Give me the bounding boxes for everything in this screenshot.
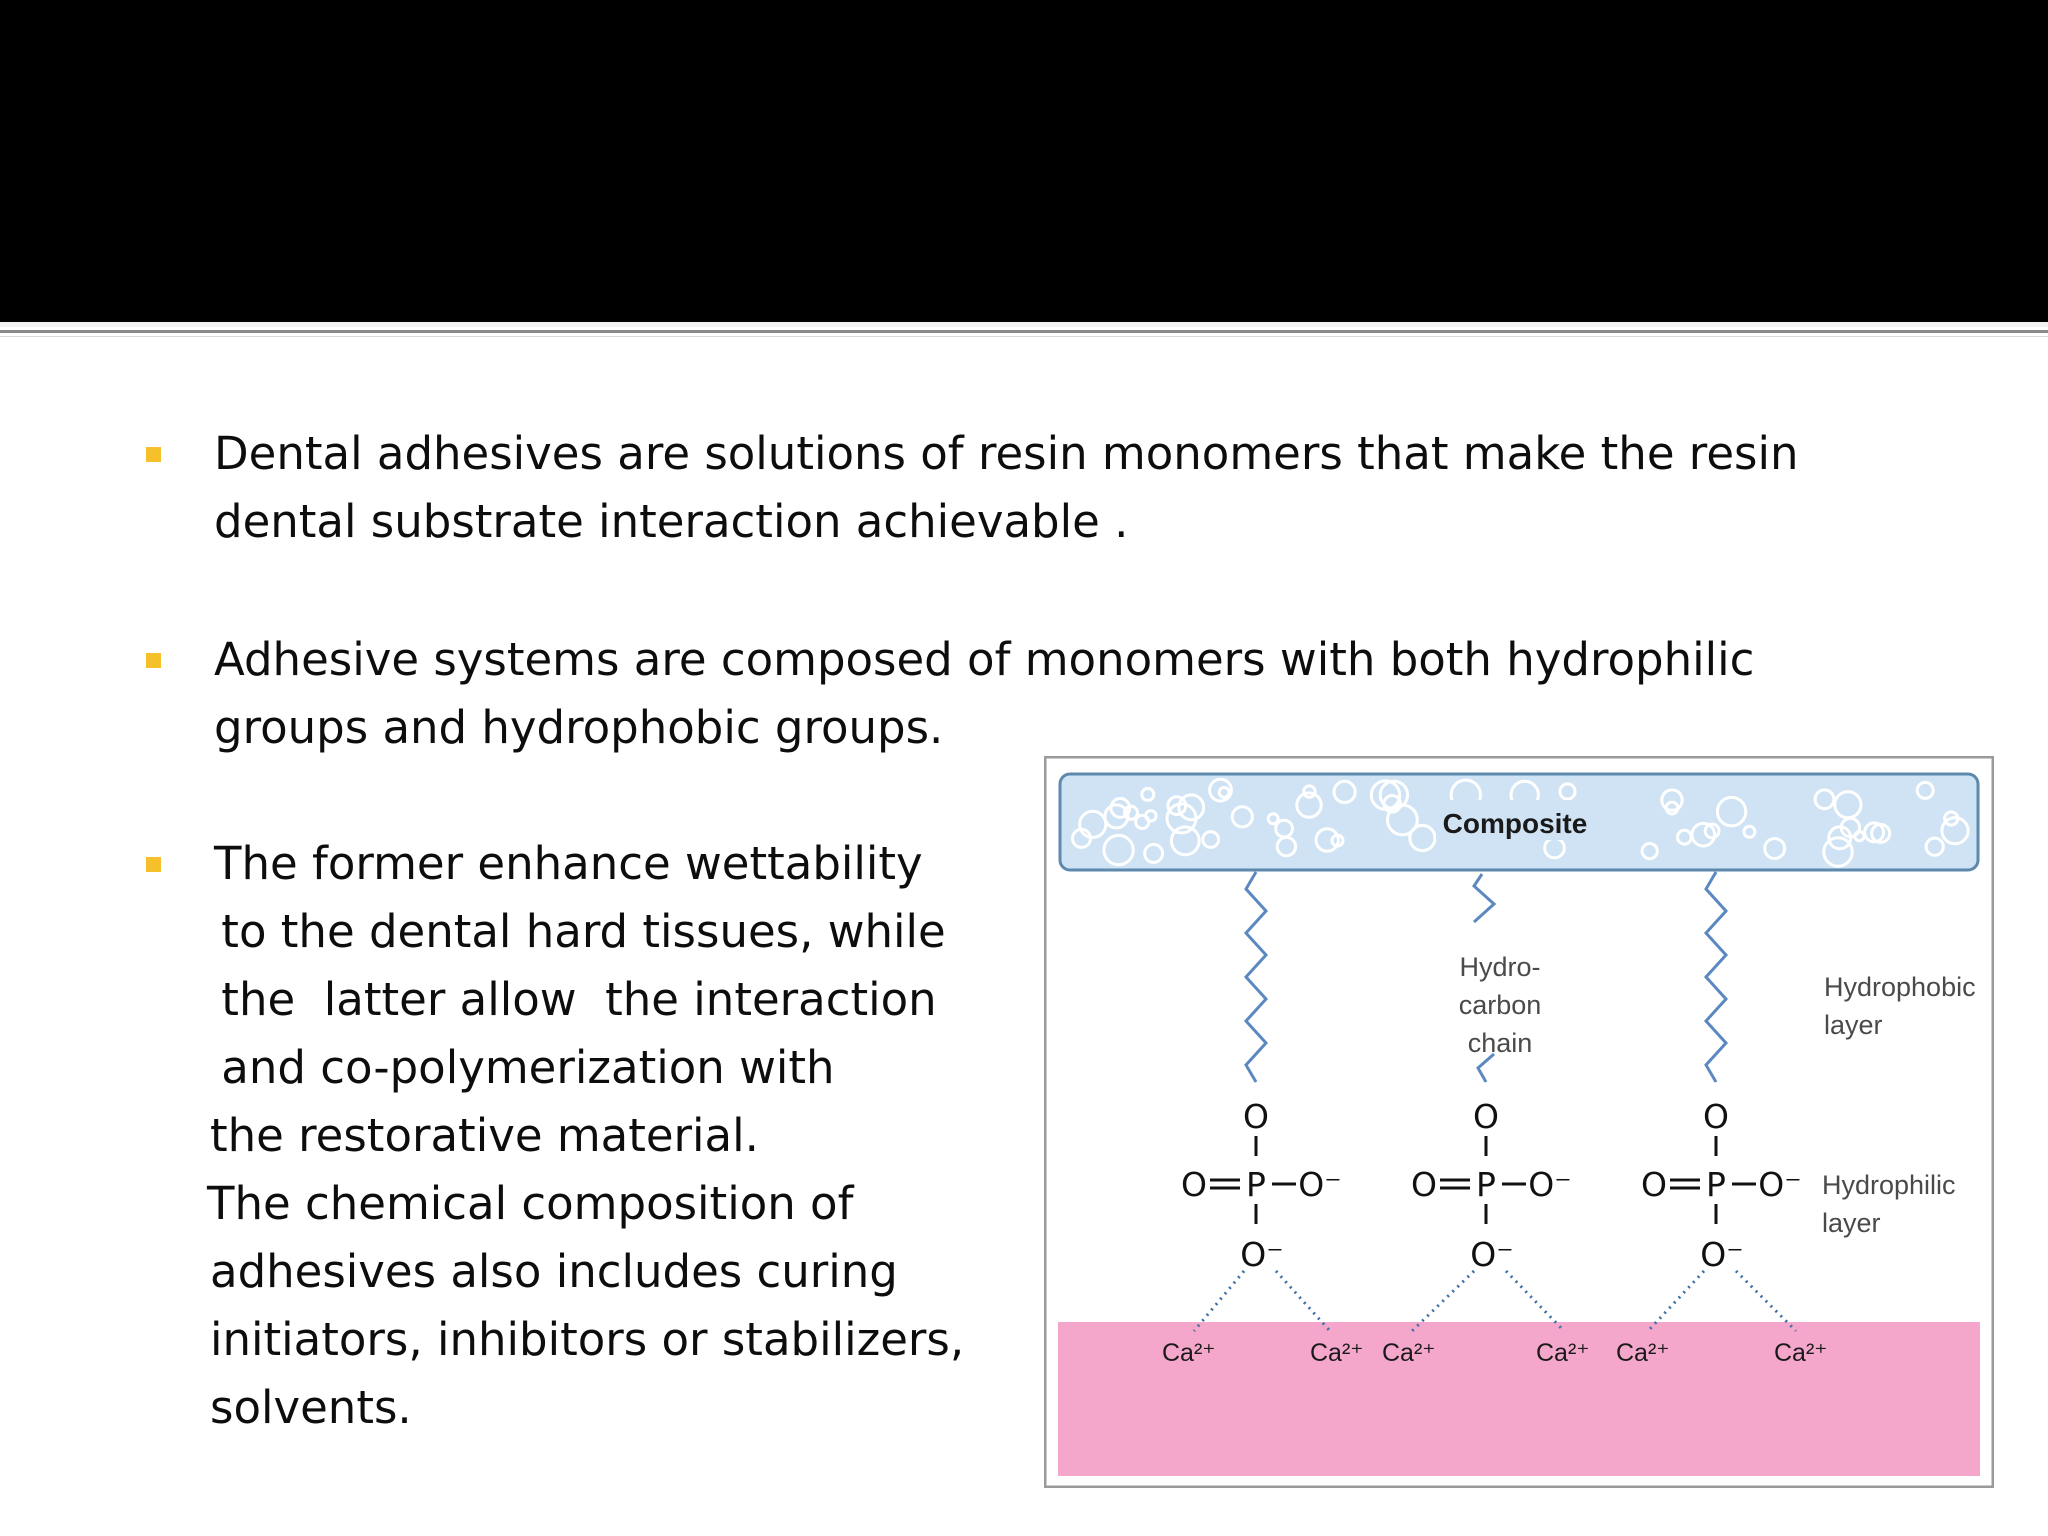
bullet-marker [146,653,161,668]
calcium-ion: Ca²⁺ [1536,1339,1590,1367]
phosphorus: P [1476,1165,1496,1204]
hydrocarbon-label-3: chain [1467,1028,1533,1058]
bullet-3-line-3: the latter allow the interaction [207,973,937,1026]
divider-thin [0,336,2048,337]
hydrophilic-label-2: layer [1822,1208,1881,1238]
bullet-1-line-1: Dental adhesives are solutions of resin monomers that make the resin [214,427,1799,480]
divider-dark [0,330,2048,333]
bullet-marker [146,857,161,872]
bullet-2-line-1: Adhesive systems are composed of monomers with both hydrophilic [214,633,1755,686]
o-minus-bottom: O⁻ [1240,1235,1284,1274]
o-minus-right: O⁻ [1758,1165,1802,1204]
bullet-3-line-5: the restorative material. [210,1109,759,1162]
phosphorus: P [1246,1165,1266,1204]
hydrocarbon-label-1: Hydro- [1459,952,1541,982]
double-bond-oxygen: O [1411,1165,1437,1204]
phosphorus: P [1706,1165,1726,1204]
title-bar [0,0,2048,322]
top-oxygen: O [1243,1097,1269,1136]
bullet-3-line-2: to the dental hard tissues, while [207,905,946,958]
calcium-ion: Ca²⁺ [1382,1339,1436,1367]
bullet-3-line-4: and co-polymerization with [207,1041,835,1094]
calcium-ion: Ca²⁺ [1774,1339,1828,1367]
o-minus-bottom: O⁻ [1470,1235,1514,1274]
bullet-3-line-8: initiators, inhibitors or stabilizers, [210,1313,965,1366]
adhesive-layer-diagram [1044,756,1994,1488]
calcium-ion: Ca²⁺ [1616,1339,1670,1367]
bullet-2-line-2: groups and hydrophobic groups. [214,701,944,754]
top-oxygen: O [1473,1097,1499,1136]
hydrocarbon-label-2: carbon [1458,990,1542,1020]
o-minus-right: O⁻ [1528,1165,1572,1204]
hydrophobic-label-2: layer [1824,1010,1883,1040]
o-minus-bottom: O⁻ [1700,1235,1744,1274]
bullet-3-line-1: The former enhance wettability [214,837,923,890]
bullet-3-line-9: solvents. [210,1381,412,1434]
double-bond-oxygen: O [1181,1165,1207,1204]
bullet-3-line-7: adhesives also includes curing [210,1245,898,1298]
calcium-ion: Ca²⁺ [1310,1339,1364,1367]
hydrophilic-label-1: Hydrophilic [1822,1170,1956,1200]
bullet-marker [146,447,161,462]
hydrophobic-label-1: Hydrophobic [1824,972,1976,1002]
divider-light [0,322,2048,327]
bullet-1-line-2: dental substrate interaction achievable . [214,495,1129,548]
top-oxygen: O [1703,1097,1729,1136]
o-minus-right: O⁻ [1298,1165,1342,1204]
calcium-ion: Ca²⁺ [1162,1339,1216,1367]
double-bond-oxygen: O [1641,1165,1667,1204]
composite-label: Composite [1442,808,1588,839]
bullet-3-line-6: The chemical composition of [207,1177,854,1230]
